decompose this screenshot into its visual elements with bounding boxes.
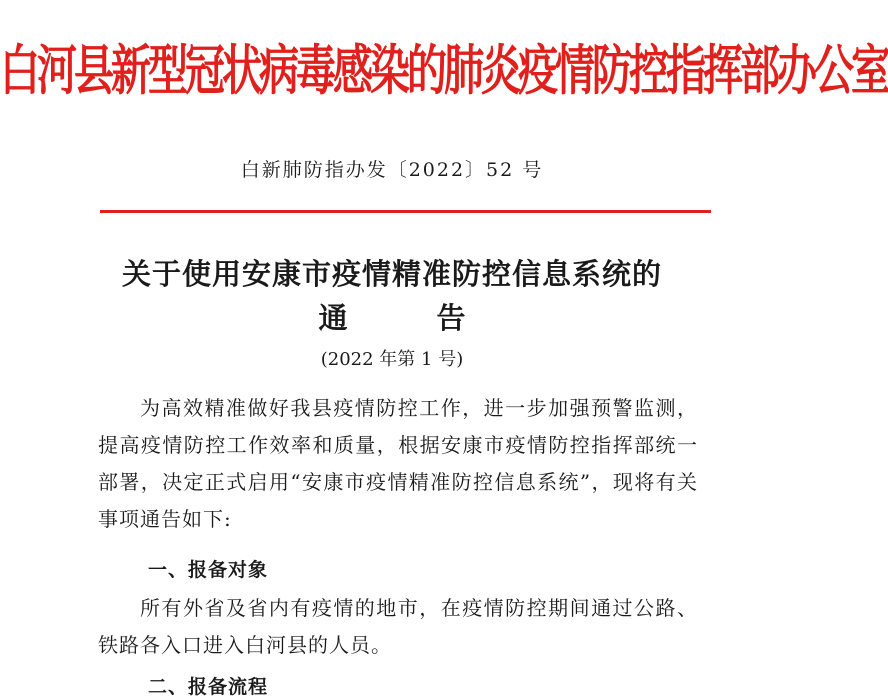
subtitle: (2022 年第 1 号) xyxy=(320,349,464,370)
title-line-2 xyxy=(0,296,784,337)
org-header: 白河县新型冠状病毒感染的肺炎疫情防控指挥部办公室 xyxy=(0,40,888,103)
red-divider xyxy=(100,210,711,213)
title-char-2: 告 xyxy=(436,301,466,335)
doc-number: 白新肺防指办发〔2022〕52 号 xyxy=(240,159,544,181)
title-char-1: 通 xyxy=(318,301,348,335)
paragraph-intro: 为高效精准做好我县疫情防控工作，进一步加强预警监测，提高疫情防控工作效率和质量，根据安康市疫情防控指挥部统一部署，决定正式启用“安康市疫情精准防控信息系统”，现将有关事项通告如下: xyxy=(98,396,698,531)
section-heading-1: 一、报备对象 xyxy=(148,559,269,581)
paragraph-section-1: 所有外省及省内有疫情的地市，在疫情防控期间通过公路、铁路各入口进入白河县的人员。 xyxy=(98,596,698,657)
section-heading-2: 二、报备流程 xyxy=(148,676,269,698)
title-line-1: 关于使用安康市疫情精准防控信息系统的 xyxy=(121,257,662,291)
